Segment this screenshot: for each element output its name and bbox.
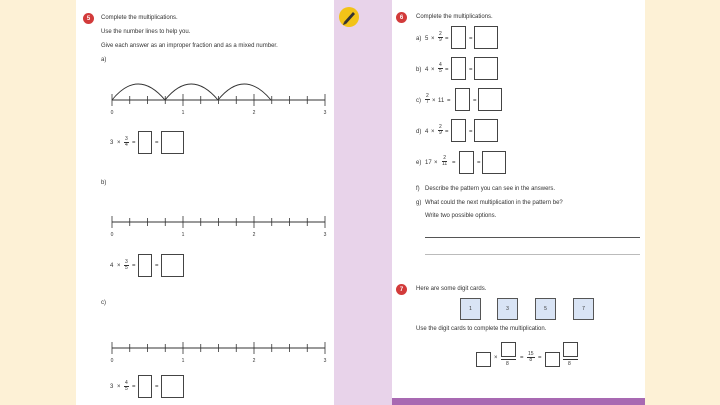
equals-sign: = — [445, 36, 449, 42]
fraction — [438, 125, 443, 136]
question-text: Describe the pattern you can see in the answers. — [425, 186, 556, 192]
equals-sign: = — [477, 160, 481, 166]
question-title: Here are some digit cards. — [416, 286, 487, 292]
part-label: f) — [416, 186, 420, 192]
equals-sign: = — [469, 36, 473, 42]
answer-box-improper[interactable] — [138, 131, 152, 154]
multiplication-whole-number: 4 — [425, 129, 429, 135]
equals-sign: = — [445, 129, 449, 135]
equals-sign: = — [445, 67, 449, 73]
answer-box-mixed[interactable] — [474, 119, 498, 142]
digit-card[interactable]: 7 — [573, 298, 594, 320]
part-label: b) — [416, 67, 422, 73]
number-line-label: 3 — [323, 110, 327, 116]
digit-answer-box-numerator[interactable] — [501, 342, 516, 357]
fraction-denominator: 8 — [529, 357, 533, 363]
multiplication-whole-number: 3 — [110, 140, 114, 146]
digit-answer-box-mixed-whole[interactable] — [545, 352, 560, 367]
equals-sign: = — [452, 160, 456, 166]
fraction-denominator: 8 — [568, 361, 571, 367]
question-number-badge: 5 — [83, 13, 94, 24]
part-label: c) — [101, 300, 106, 306]
answer-box-mixed[interactable] — [161, 131, 184, 154]
jump-arcs — [112, 84, 271, 100]
multiplication-whole-number: 17 — [425, 160, 432, 166]
equals-sign: = — [155, 384, 159, 390]
answer-box-improper[interactable] — [451, 119, 466, 142]
fraction-numerator: 3 — [125, 136, 128, 142]
fraction-bar — [501, 359, 516, 360]
times-sign: × — [117, 140, 121, 146]
fraction-denominator: 7 — [426, 99, 429, 105]
times-sign: × — [494, 355, 498, 361]
part-label: a) — [101, 57, 107, 63]
question-title: Complete the multiplications. — [101, 15, 178, 21]
answer-box-mixed[interactable] — [478, 88, 502, 111]
number-line-label: 0 — [110, 358, 114, 364]
instruction-text: Use the number lines to help you. — [101, 29, 191, 35]
answer-box-improper[interactable] — [451, 57, 466, 80]
multiplication-whole-number: 3 — [110, 384, 114, 390]
number-line-label: 0 — [110, 232, 114, 238]
number-line-b — [100, 214, 335, 244]
fraction-denominator: 9 — [439, 130, 442, 136]
fraction — [438, 32, 443, 43]
answer-box-mixed[interactable] — [161, 375, 184, 398]
multiplication-whole-number: 5 — [425, 36, 429, 42]
number-line-label: 1 — [181, 358, 185, 364]
equals-sign: = — [155, 263, 159, 269]
equals-sign: = — [132, 384, 136, 390]
number-line-label: 2 — [252, 110, 256, 116]
fraction-denominator: 8 — [506, 361, 509, 367]
fraction-numerator: 2 — [439, 31, 442, 37]
number-line-label: 2 — [252, 358, 256, 364]
question-subtext: Write two possible options. — [425, 213, 497, 219]
part-label: a) — [416, 36, 422, 42]
equals-sign: = — [520, 355, 524, 361]
fraction-denominator: 5 — [125, 265, 128, 271]
fraction-denominator: 11 — [442, 161, 448, 167]
number-line-label: 0 — [110, 110, 114, 116]
equals-sign: = — [132, 140, 136, 146]
times-sign: × — [431, 36, 435, 42]
number-line-c — [100, 340, 335, 370]
equals-sign: = — [538, 355, 542, 361]
times-sign: × — [117, 384, 121, 390]
page-gutter — [334, 0, 392, 405]
fraction-denominator: 4 — [125, 142, 128, 148]
fraction-numerator: 4 — [125, 380, 128, 386]
question-number-badge: 6 — [396, 12, 407, 23]
answer-line[interactable] — [425, 237, 640, 238]
bottom-color-strip — [392, 398, 645, 405]
equals-sign: = — [469, 129, 473, 135]
fraction-denominator: 5 — [125, 386, 128, 392]
equals-sign: = — [155, 140, 159, 146]
question-text: What could the next multiplication in the pattern be? — [425, 200, 563, 206]
times-sign: × — [431, 129, 435, 135]
fraction — [442, 156, 447, 167]
question-number-badge: 7 — [396, 284, 407, 295]
digit-card[interactable]: 5 — [535, 298, 556, 320]
times-sign: × — [434, 160, 438, 166]
number-line-a — [100, 64, 335, 118]
fraction-numerator: 2 — [426, 93, 429, 99]
fraction-denominator: 9 — [439, 37, 442, 43]
answer-box-improper[interactable] — [138, 254, 152, 277]
digit-answer-box-mixed-numerator[interactable] — [563, 342, 578, 357]
number-line-label: 1 — [181, 110, 185, 116]
fraction-numerator: 2 — [443, 155, 446, 161]
answer-box-mixed[interactable] — [161, 254, 184, 277]
number-line-label: 3 — [323, 232, 327, 238]
multiplication-whole-number: 11 — [438, 98, 445, 104]
answer-box-improper[interactable] — [451, 26, 466, 49]
answer-box-mixed[interactable] — [474, 57, 498, 80]
equals-sign: = — [473, 98, 477, 104]
answer-box-mixed[interactable] — [482, 151, 506, 174]
result-fraction — [527, 352, 535, 363]
fraction-bar — [563, 359, 578, 360]
answer-box-improper[interactable] — [459, 151, 474, 174]
digit-card[interactable]: 1 — [460, 298, 481, 320]
fraction-numerator: 2 — [439, 124, 442, 130]
fraction-denominator: 5 — [439, 68, 442, 74]
part-label: b) — [101, 180, 107, 186]
number-line-label: 3 — [323, 358, 327, 364]
pencil-icon — [338, 6, 360, 30]
equals-sign: = — [447, 98, 451, 104]
part-label: g) — [416, 200, 422, 206]
part-label: d) — [416, 129, 422, 135]
fraction — [124, 260, 129, 271]
digit-card[interactable]: 3 — [497, 298, 518, 320]
fraction-numerator: 4 — [439, 62, 442, 68]
fraction — [124, 381, 129, 392]
answer-line[interactable] — [425, 254, 640, 255]
answer-box-improper[interactable] — [455, 88, 470, 111]
number-line-label: 2 — [252, 232, 256, 238]
fraction — [425, 94, 430, 105]
instruction-text: Use the digit cards to complete the multiplication. — [416, 326, 547, 332]
fraction — [438, 63, 443, 74]
answer-box-improper[interactable] — [138, 375, 152, 398]
digit-answer-box-whole[interactable] — [476, 352, 491, 367]
times-sign: × — [431, 67, 435, 73]
multiplication-whole-number: 4 — [110, 263, 114, 269]
number-line-label: 1 — [181, 232, 185, 238]
part-label: e) — [416, 160, 422, 166]
equals-sign: = — [469, 67, 473, 73]
fraction-numerator: 15 — [528, 351, 534, 357]
times-sign: × — [117, 263, 121, 269]
fraction-numerator: 3 — [125, 259, 128, 265]
equals-sign: = — [132, 263, 136, 269]
multiplication-whole-number: 4 — [425, 67, 429, 73]
fraction — [124, 137, 129, 148]
instruction-text: Give each answer as an improper fraction and as a mixed number. — [101, 43, 278, 49]
answer-box-mixed[interactable] — [474, 26, 498, 49]
question-title: Complete the multiplications. — [416, 14, 493, 20]
part-label: c) — [416, 98, 421, 104]
times-sign: × — [432, 98, 436, 104]
